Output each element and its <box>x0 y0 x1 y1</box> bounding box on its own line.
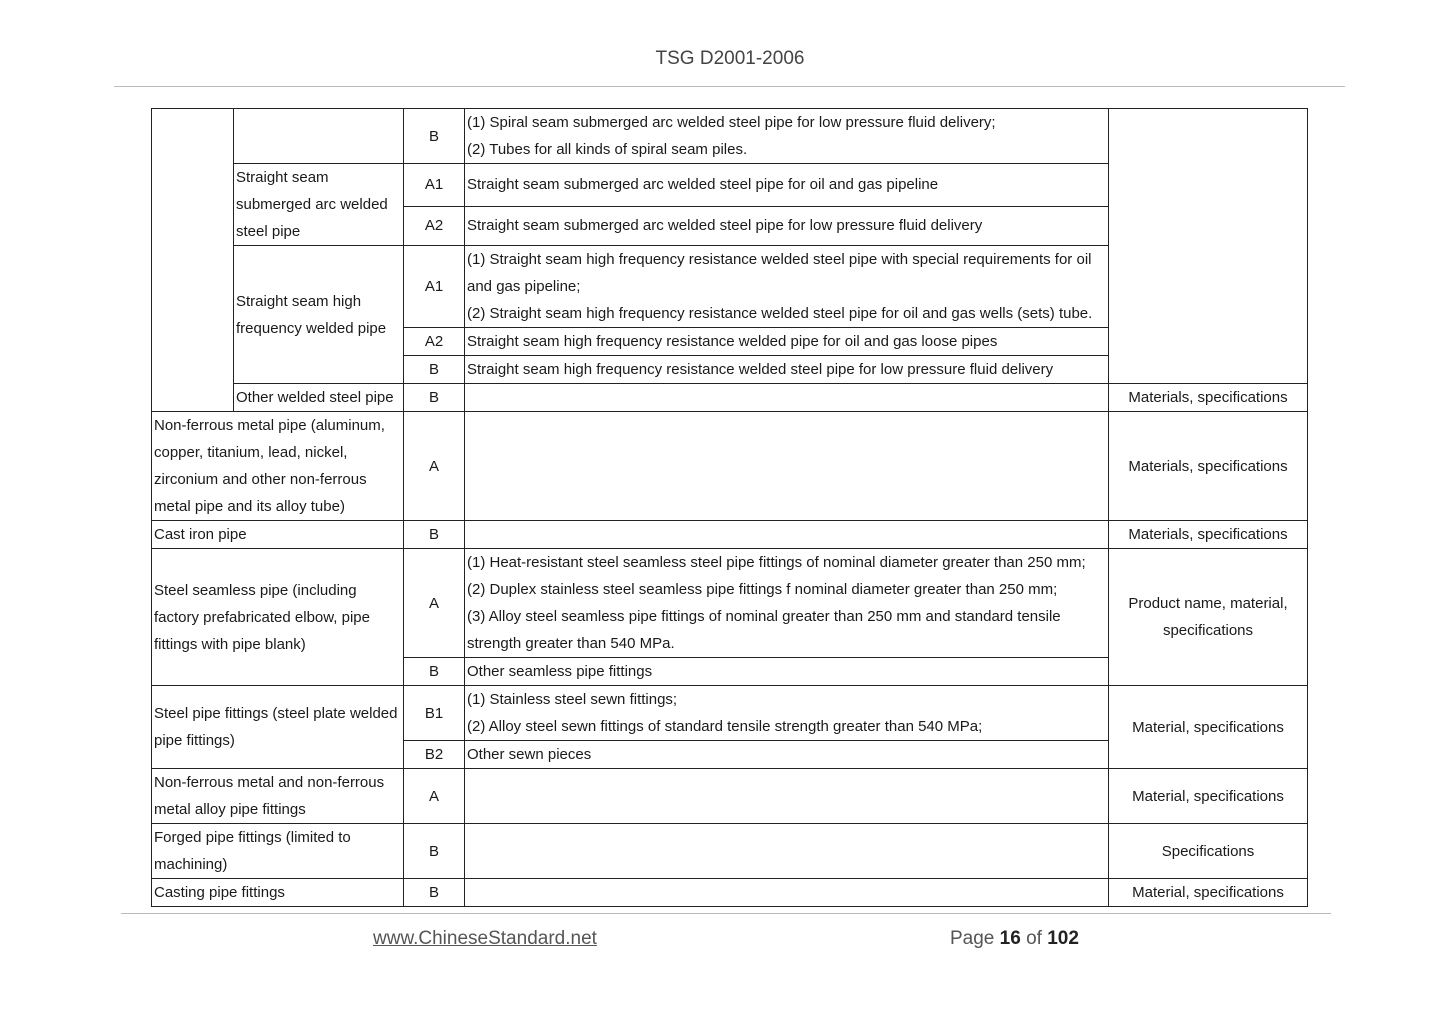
grade-cell: B <box>404 356 465 384</box>
category-cell: Steel seamless pipe (including factory prefabricated elbow, pipe fittings with pipe blank) <box>152 549 404 686</box>
header-divider <box>114 86 1345 87</box>
table-row <box>152 412 1308 521</box>
grade-cell: A <box>404 769 465 824</box>
category-cell: Non-ferrous metal and non-ferrous metal alloy pipe fittings <box>152 769 404 824</box>
description-cell <box>465 384 1109 412</box>
description-line: (3) Alloy steel seamless pipe fittings of nominal greater than 250 mm and standard tensile strength greater than 540 MPa. <box>467 608 1061 652</box>
category-cell: Cast iron pipe <box>152 521 404 549</box>
grade-cell: B <box>404 658 465 686</box>
table-row <box>152 549 1308 658</box>
description-cell <box>465 549 1109 658</box>
footer-divider <box>121 913 1331 914</box>
description-cell <box>465 879 1109 907</box>
page-indicator <box>950 928 1079 950</box>
grade-cell: A1 <box>404 164 465 207</box>
description-line: (2) Duplex stainless steel seamless pipe fittings f nominal diameter greater than 250 mm; <box>467 581 1058 598</box>
table-row <box>152 521 1308 549</box>
subcategory-cell: Other welded steel pipe <box>234 384 404 412</box>
description-cell: Straight seam high frequency resistance welded pipe for oil and gas loose pipes <box>465 328 1109 356</box>
description-cell: Other sewn pieces <box>465 741 1109 769</box>
pressure-pipe-classification-table <box>151 108 1308 907</box>
grade-cell: B2 <box>404 741 465 769</box>
table-row <box>152 686 1308 741</box>
category-cell: Non-ferrous metal pipe (aluminum, copper, titanium, lead, nickel, zirconium and other non-ferrous metal pipe and its alloy tube) <box>152 412 404 521</box>
description-line: (1) Stainless steel sewn fittings; <box>467 691 678 708</box>
description-cell <box>465 769 1109 824</box>
marking-cell: Material, specifications <box>1109 686 1308 769</box>
table-row <box>152 769 1308 824</box>
marking-cell: Specifications <box>1109 824 1308 879</box>
subcategory-cell: Straight seam submerged arc welded steel pipe <box>234 164 404 246</box>
page-current: 16 <box>999 928 1021 949</box>
category-cell: Casting pipe fittings <box>152 879 404 907</box>
subcategory-cell: Straight seam high frequency welded pipe <box>234 246 404 384</box>
description-line: (2) Alloy steel sewn fittings of standard tensile strength greater than 540 MPa; <box>467 718 983 735</box>
marking-cell: Material, specifications <box>1109 879 1308 907</box>
table-row <box>152 879 1308 907</box>
table-row <box>152 384 1308 412</box>
description-cell <box>465 521 1109 549</box>
description-cell: Straight seam high frequency resistance welded steel pipe for low pressure fluid delivery <box>465 356 1109 384</box>
description-cell <box>465 412 1109 521</box>
description-cell <box>465 824 1109 879</box>
description-cell <box>465 109 1109 164</box>
marking-cell: Product name, material, specifications <box>1109 549 1308 686</box>
page-total: 102 <box>1047 928 1079 949</box>
description-line: (2) Straight seam high frequency resistance welded steel pipe for oil and gas wells (sets) tube. <box>467 305 1093 322</box>
grade-cell: B <box>404 109 465 164</box>
category-cell-welded-pipe <box>152 109 234 412</box>
grade-cell: A1 <box>404 246 465 328</box>
grade-cell: B <box>404 879 465 907</box>
grade-cell: B <box>404 384 465 412</box>
description-line: (2) Tubes for all kinds of spiral seam piles. <box>467 141 748 158</box>
description-line: (1) Spiral seam submerged arc welded steel pipe for low pressure fluid delivery; <box>467 114 996 131</box>
table-row <box>152 824 1308 879</box>
description-line: (1) Straight seam high frequency resistance welded steel pipe with special requirements for oil and gas pipeline; <box>467 251 1092 295</box>
category-cell: Forged pipe fittings (limited to machining) <box>152 824 404 879</box>
marking-cell: Materials, specifications <box>1109 384 1308 412</box>
description-cell: Other seamless pipe fittings <box>465 658 1109 686</box>
document-code-header: TSG D2001-2006 <box>655 48 805 69</box>
description-cell: Straight seam submerged arc welded steel pipe for low pressure fluid delivery <box>465 206 1109 245</box>
grade-cell: A2 <box>404 328 465 356</box>
website-link[interactable]: www.ChineseStandard.net <box>373 928 597 949</box>
grade-cell: B <box>404 521 465 549</box>
description-cell <box>465 686 1109 741</box>
grade-cell: B <box>404 824 465 879</box>
page-prefix: Page <box>950 928 995 949</box>
subcategory-cell <box>234 109 404 164</box>
marking-cell: Materials, specifications <box>1109 412 1308 521</box>
grade-cell: B1 <box>404 686 465 741</box>
category-cell: Steel pipe fittings (steel plate welded pipe fittings) <box>152 686 404 769</box>
marking-cell: Material, specifications <box>1109 769 1308 824</box>
marking-cell: Materials, specifications <box>1109 521 1308 549</box>
description-cell: Straight seam submerged arc welded steel pipe for oil and gas pipeline <box>465 164 1109 207</box>
page-of: of <box>1026 928 1042 949</box>
grade-cell: A <box>404 412 465 521</box>
description-line: (1) Heat-resistant steel seamless steel pipe fittings of nominal diameter greater than 250 mm; <box>467 554 1086 571</box>
description-cell <box>465 246 1109 328</box>
grade-cell: A <box>404 549 465 658</box>
table-row <box>152 109 1308 164</box>
marking-cell <box>1109 109 1308 384</box>
grade-cell: A2 <box>404 206 465 245</box>
